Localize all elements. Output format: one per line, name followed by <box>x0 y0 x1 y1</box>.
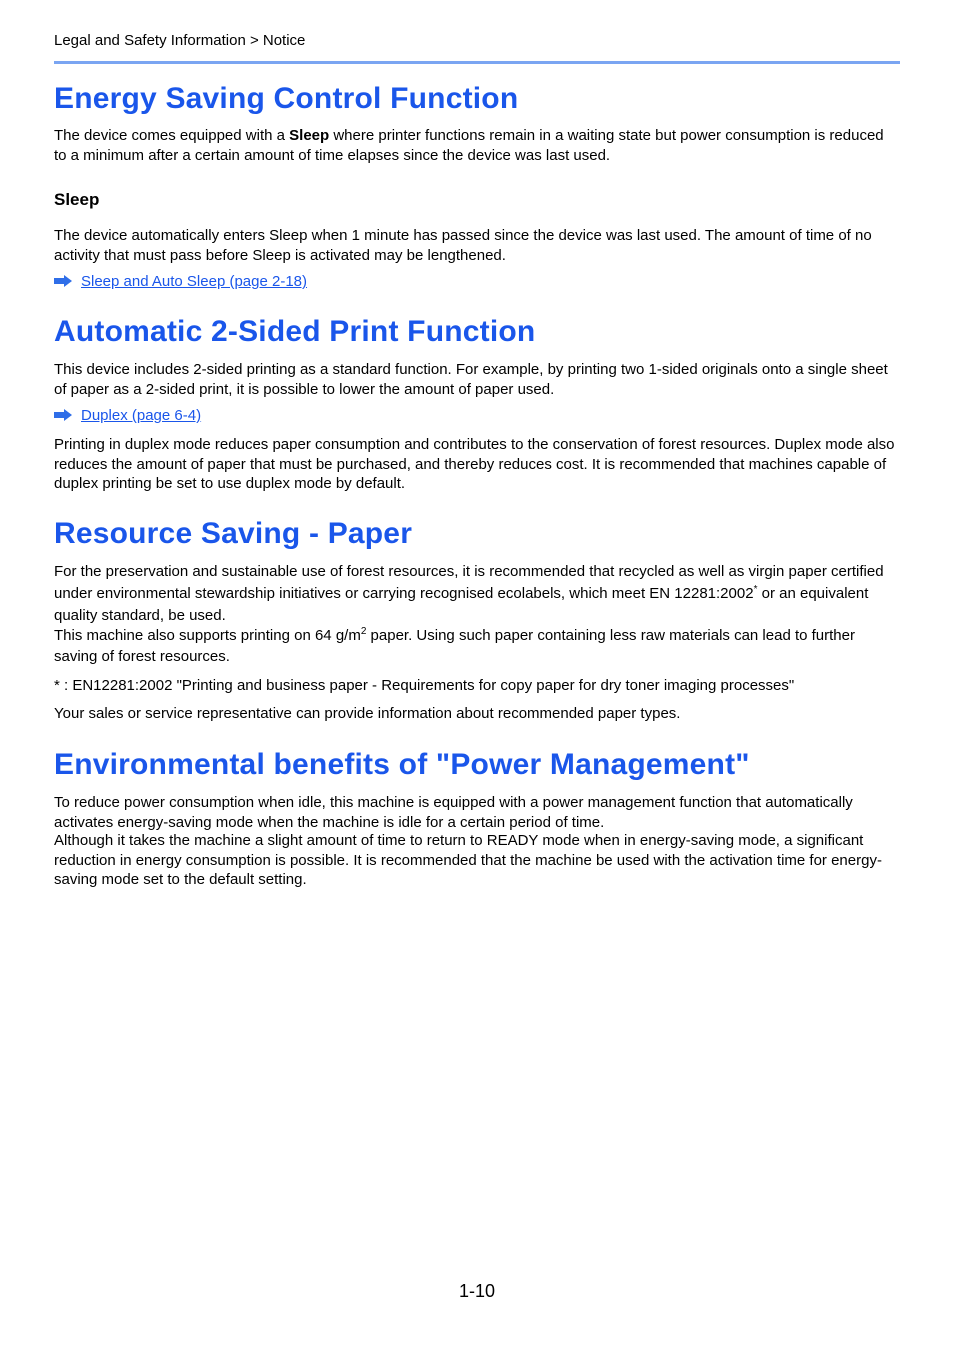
sleep-reference <box>54 272 307 292</box>
energy-saving-intro <box>54 126 900 165</box>
paper-text-1-main: For the preservation and sustainable use of forest resources, it is recommended that recycled as well as virgin paper certified under environmental stewardship initiatives or carrying recognised ecolabels, which meet EN 12281:2002 <box>54 563 884 602</box>
breadcrumb: Legal and Safety Information > Notice <box>54 32 306 49</box>
sleep-term: Sleep <box>289 127 330 144</box>
right-arrow-icon <box>54 275 72 287</box>
power-management-text-2: Although it takes the machine a slight amount of time to return to READY mode when in energy-saving mode, a significant reduction in energy consumption is possible. It is recommended that the machine be used with the activation time for energy-saving mode set to the default setting. <box>54 832 882 888</box>
duplex-heading: Automatic 2-Sided Print Function <box>54 315 536 348</box>
right-arrow-icon <box>54 409 72 421</box>
footnote-marker: * <box>753 584 758 595</box>
paper-text-2 <box>54 626 900 667</box>
sleep-text: The device automatically enters Sleep when 1 minute has passed since the device was last used. The amount of time of no activity that must pass before Sleep is activated may be lengthened. <box>54 227 872 264</box>
energy-intro-text-cont: where printer functions remain in a waiting state but power consumption is reduced to a minimum after a certain amount of time elapses since the device was last used. <box>54 127 884 164</box>
sleep-and-auto-sleep-link[interactable]: Sleep and Auto Sleep (page 2-18) <box>81 273 308 290</box>
paper-text-2-cont: paper. Using such paper containing less raw materials can lead to further saving of forest resources. <box>54 627 855 665</box>
power-management-text-1: To reduce power consumption when idle, this machine is equipped with a power management function that automatically activates energy-saving mode when the machine is idle for a certain period of time. <box>54 794 853 831</box>
sleep-heading: Sleep <box>54 190 100 209</box>
duplex-reference <box>54 406 201 426</box>
duplex-text-1: This device includes 2-sided printing as a standard function. For example, by printing two 1-sided originals onto a single sheet of paper as a 2-sided print, it is possible to lower the amount of paper used. <box>54 361 888 398</box>
paper-text-3: Your sales or service representative can provide information about recommended paper types. <box>54 705 681 722</box>
paper-heading: Resource Saving - Paper <box>54 517 413 550</box>
paper-text-1-cont: or an equivalent quality standard, be used. <box>54 585 869 624</box>
duplex-text-2: Printing in duplex mode reduces paper consumption and contributes to the conservation of forest resources. Duplex mode also reduces the amount of paper that must be purchased, and thereby reduces cost. It is recommended that machines capable of duplex printing be set to use duplex mode by default. <box>54 436 895 492</box>
power-management-heading: Environmental benefits of "Power Management" <box>54 748 750 781</box>
paper-text-1 <box>54 561 900 627</box>
paper-text-2-main: This machine also supports printing on 64 g/m <box>54 627 361 644</box>
superscript-2: 2 <box>360 626 367 637</box>
energy-intro-text: The device comes equipped with a <box>54 127 290 144</box>
header-rule <box>54 61 900 64</box>
page-number: 1-10 <box>458 1281 496 1301</box>
energy-saving-heading: Energy Saving Control Function <box>54 82 519 115</box>
duplex-link[interactable]: Duplex (page 6-4) <box>81 407 202 424</box>
paper-footnote: * : EN12281:2002 "Printing and business paper - Requirements for copy paper for dry toner imaging processes" <box>54 677 795 694</box>
